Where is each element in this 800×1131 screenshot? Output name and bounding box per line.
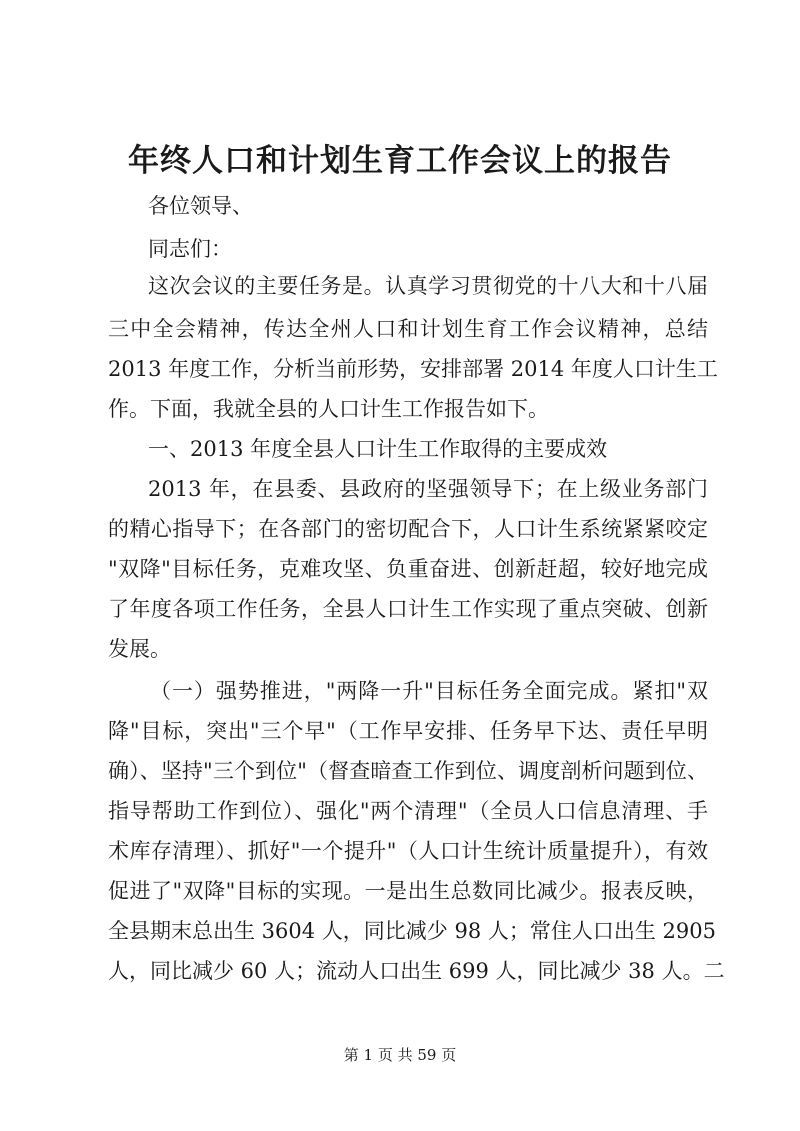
body-text-line: 术库存清理）、抓好"一个提升"（人口计生统计质量提升），有效 (108, 839, 708, 863)
body-text-line: （一）强势推进，"两降一升"目标任务全面完成。紧扣"双 (150, 679, 708, 703)
body-text-line: 指导帮助工作到位）、强化"两个清理"（全员人口信息清理、手 (108, 799, 708, 823)
body-text-line: 三中全会精神，传达全州人口和计划生育工作会议精神，总结 (108, 317, 708, 341)
salutation-line: 各位领导、 (148, 194, 253, 218)
body-text-line: 的精心指导下；在各部门的密切配合下，人口计生系统紧紧咬定 (108, 517, 708, 541)
salutation-line: 同志们： (148, 237, 232, 261)
section-heading: 一、2013 年度全县人口计生工作取得的主要成效 (148, 437, 608, 461)
body-text-line: 确）、坚持"三个到位"（督查暗查工作到位、调度剖析问题到位、 (108, 759, 708, 783)
body-text-line: 促进了"双降"目标的实现。一是出生总数同比减少。报表反映， (108, 879, 708, 903)
body-text-line: 2013 年度工作，分析当前形势，安排部署 2014 年度人口计生工 (108, 357, 718, 381)
body-text-line: 作。下面，我就全县的人口计生工作报告如下。 (108, 397, 549, 421)
body-text-line: 这次会议的主要任务是。认真学习贯彻党的十八大和十八届 (148, 274, 708, 298)
body-text-line: 降"目标，突出"三个早"（工作早安排、任务早下达、责任早明 (108, 719, 708, 743)
body-text-line: 发展。 (108, 637, 171, 661)
page-number-footer: 第 1 页 共 59 页 (343, 1046, 457, 1064)
body-text-line: 了年度各项工作任务，全县人口计生工作实现了重点突破、创新 (108, 597, 708, 621)
body-text-line: 人，同比减少 60 人；流动人口出生 699 人，同比减少 38 人。二 (108, 959, 725, 983)
document-title: 年终人口和计划生育工作会议上的报告 (128, 143, 672, 179)
body-text-line: 2013 年，在县委、县政府的坚强领导下；在上级业务部门 (148, 477, 708, 501)
body-text-line: 全县期末总出生 3604 人，同比减少 98 人；常住人口出生 2905 (108, 919, 716, 943)
body-text-line: "双降"目标任务，克难攻坚、负重奋进、创新赶超，较好地完成 (108, 557, 708, 581)
